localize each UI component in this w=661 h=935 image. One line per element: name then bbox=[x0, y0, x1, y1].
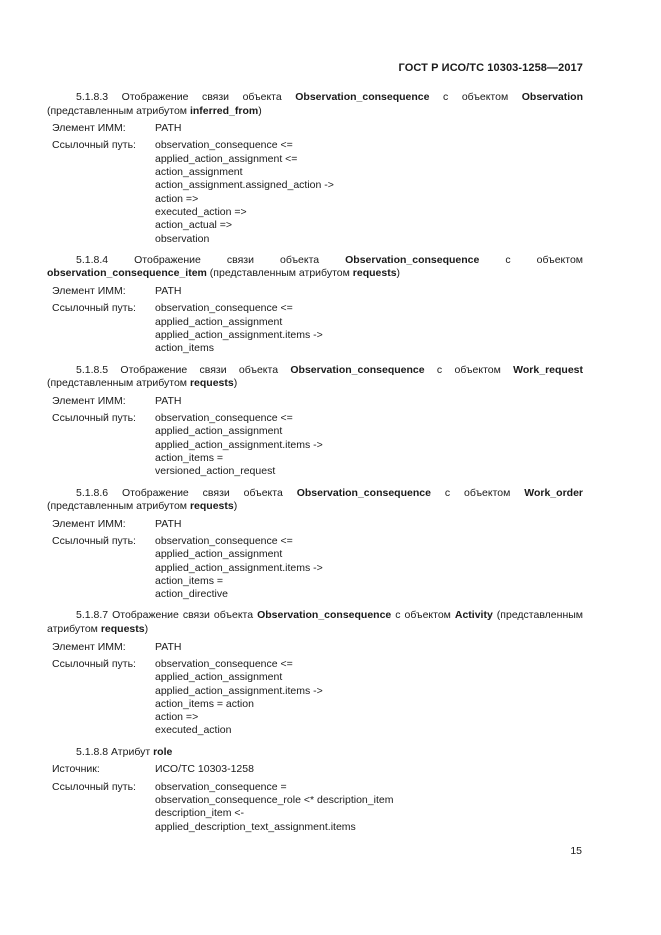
path-line: observation_consequence <= bbox=[155, 657, 293, 670]
mapping-row bbox=[47, 535, 583, 601]
bold-term: observation_consequence_item bbox=[47, 267, 207, 280]
bold-term: Observation bbox=[521, 91, 584, 103]
mapping-values bbox=[155, 302, 583, 355]
path-line: executed_action bbox=[155, 724, 232, 737]
mapping-values bbox=[155, 122, 583, 135]
path-line: action_assignment bbox=[155, 166, 243, 179]
heading-text: (представленным атрибутом bbox=[47, 377, 190, 390]
mapping-label: Элемент ИММ: bbox=[52, 394, 126, 407]
section-heading bbox=[47, 364, 583, 391]
bold-term: Observation_consequence bbox=[290, 363, 425, 376]
section-5188 bbox=[47, 746, 583, 834]
heading-text: с объектом bbox=[479, 253, 583, 266]
mapping-label: Элемент ИММ: bbox=[52, 640, 126, 653]
mapping-values bbox=[155, 781, 583, 834]
path-line: action_actual => bbox=[155, 219, 233, 232]
path-line: ИСО/ТС 10303-1258 bbox=[155, 763, 254, 776]
heading-text: ) bbox=[396, 267, 401, 280]
path-line: action_items = bbox=[155, 451, 223, 464]
mapping-row bbox=[47, 139, 583, 245]
heading-text: 5.1.8.5 Отображение связи объекта bbox=[76, 363, 291, 376]
path-line: description_item <- bbox=[155, 807, 244, 820]
mapping-row bbox=[47, 412, 583, 478]
mapping-values bbox=[155, 658, 583, 738]
path-line: observation_consequence_role <* description_item bbox=[155, 793, 394, 806]
section-heading bbox=[47, 746, 583, 760]
path-line: PATH bbox=[155, 122, 182, 135]
section-heading bbox=[47, 91, 583, 118]
section-5186 bbox=[47, 487, 583, 602]
mapping-label: Ссылочный путь: bbox=[52, 780, 136, 793]
bold-term: Observation_consequence bbox=[295, 91, 430, 103]
heading-text: с объектом bbox=[391, 609, 455, 622]
bold-term: inferred_from bbox=[189, 104, 259, 117]
mapping-label: Ссылочный путь: bbox=[52, 657, 136, 670]
path-line: action_items bbox=[155, 342, 214, 355]
page-number: 15 bbox=[570, 845, 582, 857]
mapping-row bbox=[47, 122, 583, 135]
path-line: PATH bbox=[155, 640, 182, 653]
mapping-values bbox=[155, 412, 583, 478]
mapping-row bbox=[47, 285, 583, 298]
path-line: observation_consequence <= bbox=[155, 412, 293, 425]
section-5187 bbox=[47, 609, 583, 737]
path-line: action_items = bbox=[155, 574, 223, 587]
mapping-row bbox=[47, 641, 583, 654]
mapping-row bbox=[47, 302, 583, 355]
mapping-label: Элемент ИММ: bbox=[52, 517, 126, 530]
mapping-label: Ссылочный путь: bbox=[52, 302, 136, 315]
path-line: applied_action_assignment.items -> bbox=[155, 561, 323, 574]
heading-text: 5.1.8.3 Отображение связи объекта bbox=[76, 91, 296, 103]
bold-term: Activity bbox=[454, 609, 493, 622]
mapping-row bbox=[47, 658, 583, 738]
bold-term: Observation_consequence bbox=[257, 609, 392, 622]
path-line: applied_description_text_assignment.items bbox=[155, 820, 356, 833]
path-line: action => bbox=[155, 192, 199, 205]
bold-term: Work_order bbox=[524, 486, 583, 499]
section-heading bbox=[47, 487, 583, 514]
path-line: applied_action_assignment bbox=[155, 548, 283, 561]
bold-term: requests bbox=[189, 500, 234, 513]
path-line: action_assignment.assigned_action -> bbox=[155, 179, 334, 192]
bold-term: requests bbox=[352, 267, 397, 280]
path-line: applied_action_assignment bbox=[155, 671, 283, 684]
path-line: applied_action_assignment.items -> bbox=[155, 328, 323, 341]
document-header: ГОСТ Р ИСО/ТС 10303-1258—2017 bbox=[398, 62, 583, 74]
bold-term: Observation_consequence bbox=[296, 486, 431, 499]
path-line: observation_consequence <= bbox=[155, 302, 293, 315]
section-heading bbox=[47, 609, 583, 636]
mapping-label: Элемент ИММ: bbox=[52, 122, 126, 135]
path-line: PATH bbox=[155, 394, 182, 407]
mapping-values bbox=[155, 285, 583, 298]
path-line: applied_action_assignment bbox=[155, 425, 283, 438]
path-line: applied_action_assignment <= bbox=[155, 152, 298, 165]
bold-term: requests bbox=[189, 377, 234, 390]
document-body bbox=[47, 91, 583, 842]
section-5185 bbox=[47, 364, 583, 479]
heading-text: с объектом bbox=[430, 486, 525, 499]
mapping-row bbox=[47, 763, 583, 776]
path-line: executed_action => bbox=[155, 205, 247, 218]
heading-text: 5.1.8.7 Отображение связи объекта bbox=[76, 609, 258, 622]
section-5184 bbox=[47, 254, 583, 356]
mapping-values bbox=[155, 535, 583, 601]
path-line: action => bbox=[155, 711, 199, 724]
mapping-label: Ссылочный путь: bbox=[52, 412, 136, 425]
path-line: action_directive bbox=[155, 588, 228, 601]
path-line: applied_action_assignment.items -> bbox=[155, 438, 323, 451]
heading-text: ) bbox=[233, 500, 238, 513]
section-heading bbox=[47, 254, 583, 281]
mapping-values bbox=[155, 139, 583, 245]
heading-text: 5.1.8.8 Атрибут bbox=[76, 745, 154, 758]
path-line: observation_consequence = bbox=[155, 780, 287, 793]
path-line: action_items = action bbox=[155, 697, 254, 710]
section-5183 bbox=[47, 91, 583, 246]
mapping-values bbox=[155, 641, 583, 654]
mapping-row bbox=[47, 781, 583, 834]
heading-text: с объектом bbox=[429, 91, 522, 103]
path-line: applied_action_assignment.items -> bbox=[155, 684, 323, 697]
path-line: versioned_action_request bbox=[155, 465, 276, 478]
heading-text: (представленным атрибутом bbox=[47, 500, 190, 513]
heading-text: с объектом bbox=[424, 363, 514, 376]
path-line: observation bbox=[155, 232, 210, 245]
heading-text: (представленным атрибутом bbox=[47, 104, 190, 117]
bold-term: Work_request bbox=[513, 363, 584, 376]
mapping-values bbox=[155, 395, 583, 408]
mapping-values bbox=[155, 763, 583, 776]
heading-text: (представленным атрибутом bbox=[47, 609, 584, 636]
path-line: observation_consequence <= bbox=[155, 139, 293, 152]
path-line: applied_action_assignment bbox=[155, 315, 283, 328]
heading-text: ) bbox=[258, 104, 262, 117]
mapping-label: Источник: bbox=[52, 763, 100, 776]
mapping-label: Элемент ИММ: bbox=[52, 285, 126, 298]
bold-term: Observation_consequence bbox=[345, 253, 480, 266]
mapping-label: Ссылочный путь: bbox=[52, 139, 136, 152]
mapping-row bbox=[47, 518, 583, 531]
mapping-values bbox=[155, 518, 583, 531]
path-line: PATH bbox=[155, 285, 182, 298]
mapping-label: Ссылочный путь: bbox=[52, 534, 136, 547]
mapping-row bbox=[47, 395, 583, 408]
path-line: PATH bbox=[155, 517, 182, 530]
path-line: observation_consequence <= bbox=[155, 534, 293, 547]
bold-term: role bbox=[153, 745, 173, 758]
heading-text: 5.1.8.4 Отображение связи объекта bbox=[76, 253, 346, 266]
bold-term: requests bbox=[100, 623, 145, 636]
heading-text: ) bbox=[233, 377, 238, 390]
heading-text: 5.1.8.6 Отображение связи объекта bbox=[76, 486, 297, 499]
heading-text: (представленным атрибутом bbox=[206, 267, 353, 280]
heading-text: ) bbox=[144, 623, 149, 636]
